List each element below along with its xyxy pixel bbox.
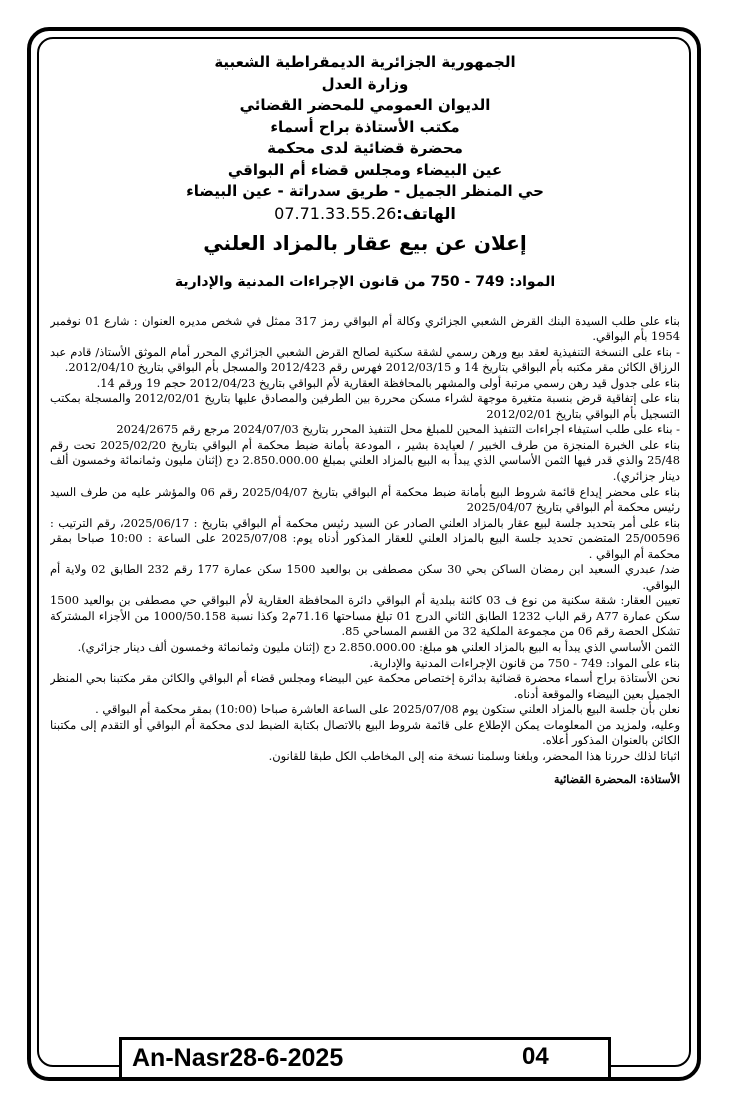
notice-content	[50, 52, 680, 1027]
header-phone	[50, 203, 680, 224]
paragraph: الثمن الأساسي الذي يبدأ به البيع بالمزاد العلني هو مبلغ: 2.850.000.00 دج (إثنان مليون وثمانمائة وخمسون ألف دينار جزائري).	[77, 639, 680, 654]
paragraph: وعليه، ولمزيد من المعلومات يمكن الإطلاع على قائمة شروط البيع بالاتصال بكتابة الضبط لدى محكمة أم البواقي أو التقدم إلى مكتبنا الكائن بالعنوان المذكور أعلاه.	[50, 717, 680, 748]
paragraph: بناء على جدول قيد رهن رسمي مرتبة أولى والمشهر بالمحافظة العقارية لأم البواقي بتاريخ 2012/04/23 حجم 19 ورقم 14.	[96, 375, 680, 390]
header-ministry: وزارة العدل	[321, 74, 409, 93]
header-address: حي المنظر الجميل - طريق سدراتة - عين البيضاء	[186, 182, 544, 200]
paragraph: - بناء على النسخة التنفيذية لعقد بيع ورهن رسمي لشقة سكنية لصالح القرض الشعبي الجزائري المحرر أمام الموثق الأستاذ/ قادم عبد الرزاق الكائن مقر مكتبه بأم البواقي بتاريخ 14 و 2012/03/15 فهرس رقم 2012/423 والمسجل بأم البواقي بتاريخ 2012/04/10.	[50, 344, 680, 375]
paragraph: تعيين العقار: شقة سكنية من نوع ف 03 كائنة ببلدية أم البواقي دائرة المحافظة العقارية لأم البواقي حي مصطفى بن بوالعيد 1500 سكن عمارة A77 رقم الباب 1232 الطابق الثاني الدرج 01 تبلغ مساحتها 71.16م2 وكذا نسبة 1000/50.158 من الأجزاء المشتركة تشكل الحصة رقم 06 من مجموعة الملكية 32 من القسم المساحي 85.	[50, 593, 680, 639]
phone-label: الهاتف:	[396, 203, 456, 223]
paragraph: بناء على إتفاقية قرض بنسبة متغيرة موجهة لشراء مسكن محررة بين الطرفين والمصادق عليها بتاريخ 2012/02/01 والمسجلة بمكتب التسجيل بأم البواقي بتاريخ 2012/02/01	[50, 391, 680, 421]
paragraph: نعلن بأن جلسة البيع بالمزاد العلني ستكون يوم 2025/07/08 على الساعة العاشرة صباحا (10:00) بمقر محكمة أم البواقي .	[95, 702, 680, 717]
paragraph: ضد/ عبدري السعيد ابن رمضان الساكن بحي 30 سكن مصطفى بن بوالعيد 1500 سكن عمارة 177 رقم 232 الطابق 02 ولاية أم البواقي.	[50, 562, 680, 592]
newspaper-footer	[119, 1037, 611, 1077]
paragraph: بناء على أمر بتحديد جلسة لبيع عقار بالمزاد العلني الصادر عن السيد رئيس محكمة أم البواقي بتاريخ : 2025/06/17، رقم الترتيب : 25/00596 المتضمن تحديد جلسة البيع بالمزاد العلني للعقار المذكور أدناه يوم: 2025/07/08 على الساعة : 10:00 صباحا بمقر محكمة أم البواقي .	[50, 515, 680, 561]
header-bailiff: محضرة قضائية لدى محكمة	[267, 139, 463, 157]
publication-name-date: An-Nasr28-6-2025	[132, 1044, 344, 1072]
paragraph: بناء على المواد: 749 - 750 من قانون الإجراءات المدنية والإدارية.	[369, 655, 680, 670]
header-office: الديوان العمومي للمحضر القضائي	[239, 96, 491, 114]
header-republic: الجمهورية الجزائرية الديمقراطية الشعبية	[214, 53, 516, 71]
letterhead	[50, 52, 680, 224]
phone-number: 07.71.33.55.26	[274, 203, 397, 223]
paragraph: اثباتا لذلك حررنا هذا المحضر، وبلغنا وسلمنا نسخة منه إلى المخاطب الكل طبقا للقانون.	[268, 748, 680, 763]
paragraph: بناء على محضر إيداع قائمة شروط البيع بأمانة ضبط محكمة أم البواقي بتاريخ 2025/04/07 رقم 06 والمؤشر عليه من طرف السيد رئيس محكمة أم البواقي بتاريخ 2025/04/07	[50, 484, 680, 515]
legal-articles: المواد: 749 - 750 من قانون الإجراءات المدنية والإدارية	[174, 273, 556, 290]
paragraph: بناء على الخبرة المنجزة من طرف الخبير / لعيايدة بشير ، المودعة بأمانة ضبط محكمة أم البواقي بتاريخ 2025/02/20 تحت رقم 25/48 والذي قدر فيها الثمن الأساسي الذي يبدأ به البيع بالمزاد العلني بمبلغ 2.850.000.00 دج (إثنان مليون وثمانمائة وخمسون ألف دينار جزائري).	[50, 437, 680, 483]
paragraph: بناء على طلب السيدة البنك القرض الشعبي الجزائري وكالة أم البواقي رمز 317 ممثل في شخص مديره العنوان : شارع 01 نوفمبر 1954 بأم البواقي.	[50, 313, 680, 344]
page-number: 04	[522, 1043, 549, 1070]
notice-title: إعلان عن بيع عقار بالمزاد العلني	[203, 230, 527, 255]
paragraph: نحن الأستاذة براح أسماء محضرة قضائية بدائرة إختصاص محكمة عين البيضاء ومجلس قضاء أم البواقي والكائن مقر مكتبنا بحي المنظر الجميل بعين البيضاء والموقعة أدناه.	[50, 671, 680, 701]
header-bureau: مكتب الأستاذة براح أسماء	[270, 117, 460, 136]
header-court: عين البيضاء ومجلس قضاء أم البواقي	[227, 160, 503, 179]
notice-body	[50, 314, 680, 788]
signature: الأستاذة: المحضرة القضائية	[554, 773, 680, 787]
paragraph: - بناء على طلب استيفاء اجراءات التنفيذ المحين للمبلغ محل التنفيذ المحرر بتاريخ 2024/07/03 مرجع رقم 2024/2675	[116, 422, 680, 437]
